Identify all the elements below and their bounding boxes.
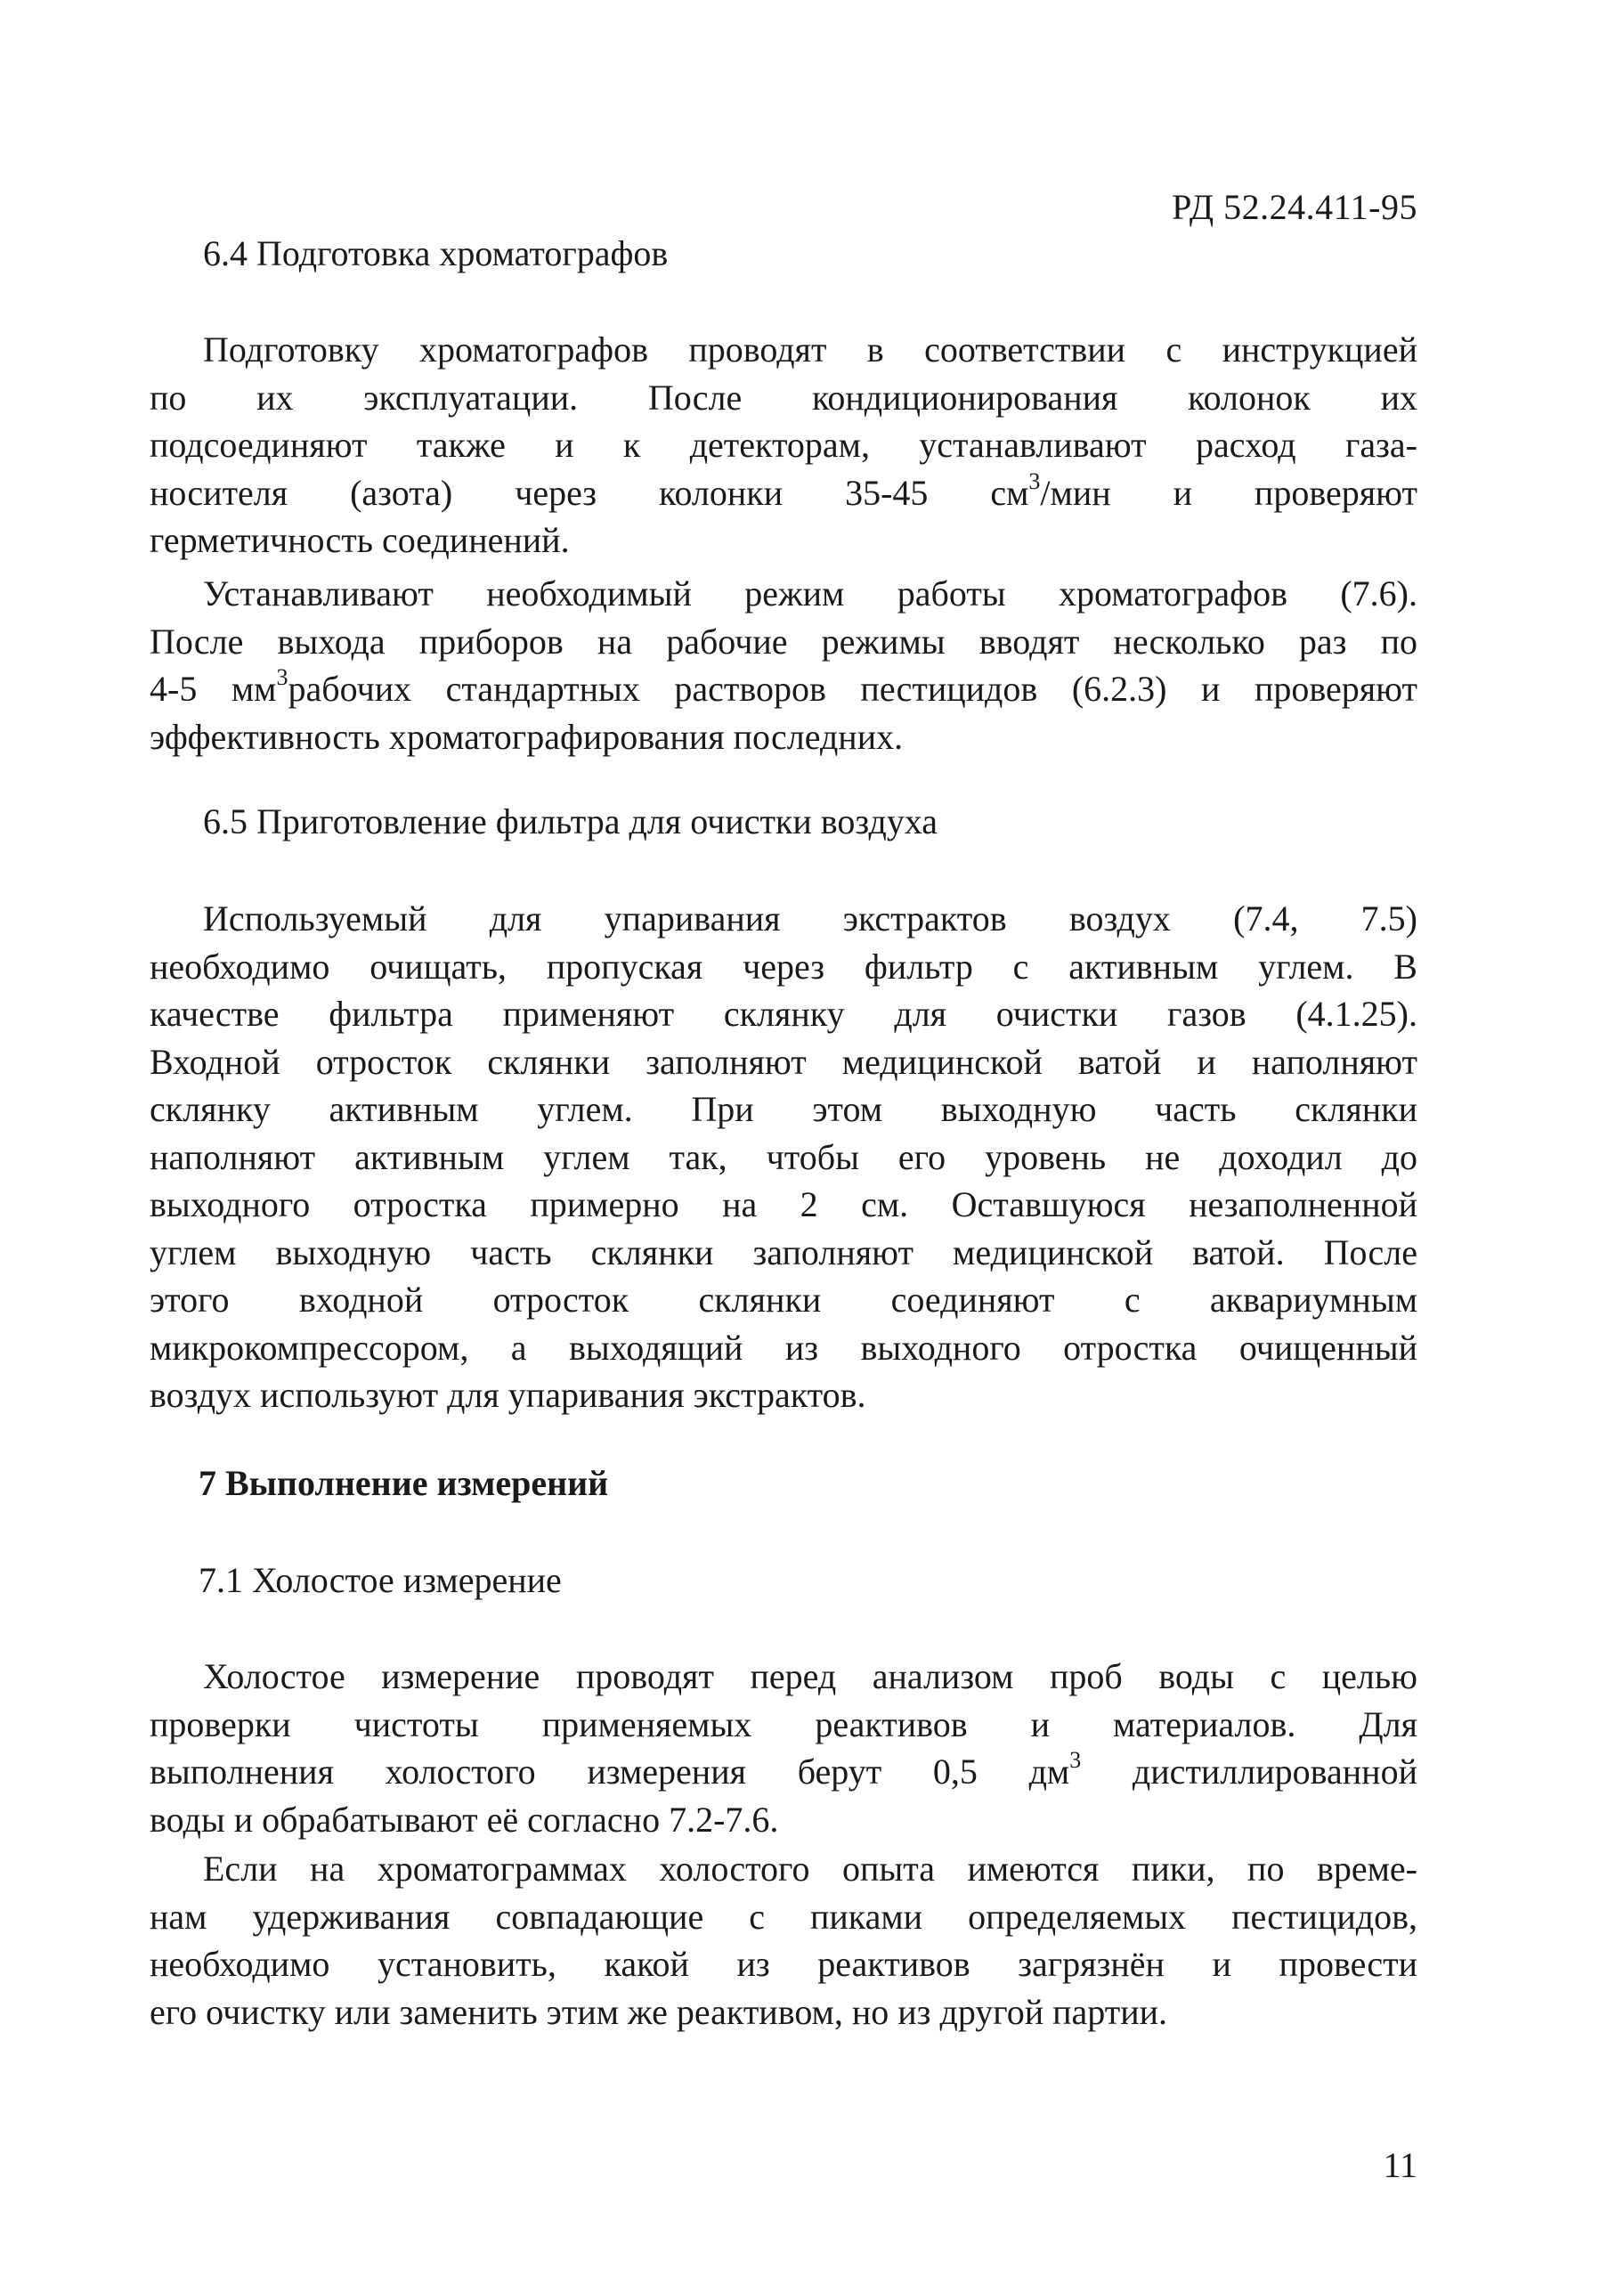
text-line: эффективность хроматографирования последних.: [150, 716, 904, 757]
section-6-4-paragraph-2: [150, 570, 1417, 760]
text-line: по их эксплуатации. После кондиционирования колонок их: [150, 377, 1417, 418]
text-line: 4-5 $мм^3рабочих$ стандартных растворов пестицидов (6.2.3) и проверяют: [150, 664, 1418, 709]
text-line: проверки чистоты применяемых реактивов и материалов. Для: [150, 1703, 1417, 1744]
section-6-4-paragraph-1: [150, 326, 1417, 565]
section-6-5-paragraph-1: [150, 895, 1417, 1419]
text-line: выполнения холостого измерения берут 0,5 $дм^3$ дистиллированной: [150, 1747, 1417, 1792]
section-6-4-heading: 6.4 Подготовка хроматографов: [203, 233, 669, 273]
text-line: выходного отростка примерно на 2 см. Оставшуюся незаполненной: [150, 1184, 1417, 1224]
text-line: необходимо установить, какой из реактивов загрязнён и провести: [150, 1944, 1417, 1984]
superscript: 3: [1069, 1747, 1082, 1773]
text-line: Если на хроматограммах холостого опыта имеются пики, по време-: [203, 1849, 1417, 1889]
text-line: носителя (азота) через колонки 35-45 $см^3$/мин и проверяют: [150, 467, 1417, 513]
text-line: Подготовку хроматографов проводят в соответствии с инструкцией: [203, 329, 1417, 370]
text-line: его очистку или заменить этим же реактивом, но из другой партии.: [150, 1991, 1168, 2032]
document-code: РД 52.24.411-95: [1172, 187, 1417, 227]
text-line: нам удерживания совпадающие с пиками определяемых пестицидов,: [150, 1896, 1417, 1937]
text-line: Устанавливают необходимый режим работы хроматографов (7.6).: [203, 573, 1417, 614]
text-line: После выхода приборов на рабочие режимы вводят несколько раз по: [150, 621, 1417, 662]
text-line: воды и обрабатывают её согласно 7.2-7.6.: [150, 1799, 779, 1840]
section-7-heading: 7 Выполнение измерений: [199, 1463, 609, 1503]
superscript: 3: [276, 664, 288, 690]
section-6-5-heading: 6.5 Приготовление фильтра для очистки воздуха: [203, 801, 938, 841]
section-7-1-paragraph-1: [150, 1653, 1417, 1843]
text-line: герметичность соединений.: [150, 520, 570, 560]
section-7-1-paragraph-2: [150, 1845, 1417, 2036]
superscript: 3: [1028, 467, 1041, 494]
text-line: воздух используют для упаривания экстрактов.: [150, 1375, 866, 1415]
text-line: микрокомпрессором, а выходящий из выходного отростка очищенный: [150, 1327, 1417, 1368]
text-line: Входной отросток склянки заполняют медицинской ватой и наполняют: [150, 1041, 1417, 1082]
text-line: качестве фильтра применяют склянку для очистки газов (4.1.25).: [150, 994, 1417, 1034]
section-7-1-heading: 7.1 Холостое измерение: [199, 1560, 562, 1600]
text-line: этого входной отросток склянки соединяют с аквариумным: [150, 1280, 1417, 1320]
text-line: подсоединяют также и к детекторам, устанавливают расход газа-: [150, 425, 1417, 465]
page-number: 11: [1383, 2145, 1417, 2185]
document-page: [150, 0, 1417, 2292]
text-line: необходимо очищать, пропуская через фильтр с активным углем. В: [150, 946, 1417, 987]
text-line: Холостое измерение проводят перед анализом проб воды с целью: [203, 1656, 1417, 1696]
text-line: Используемый для упаривания экстрактов воздух (7.4, 7.5): [203, 898, 1417, 939]
text-line: наполняют активным углем так, чтобы его уровень не доходил до: [150, 1136, 1417, 1177]
text-line: углем выходную часть склянки заполняют медицинской ватой. После: [150, 1231, 1417, 1272]
text-line: склянку активным углем. При этом выходную часть склянки: [150, 1089, 1417, 1129]
